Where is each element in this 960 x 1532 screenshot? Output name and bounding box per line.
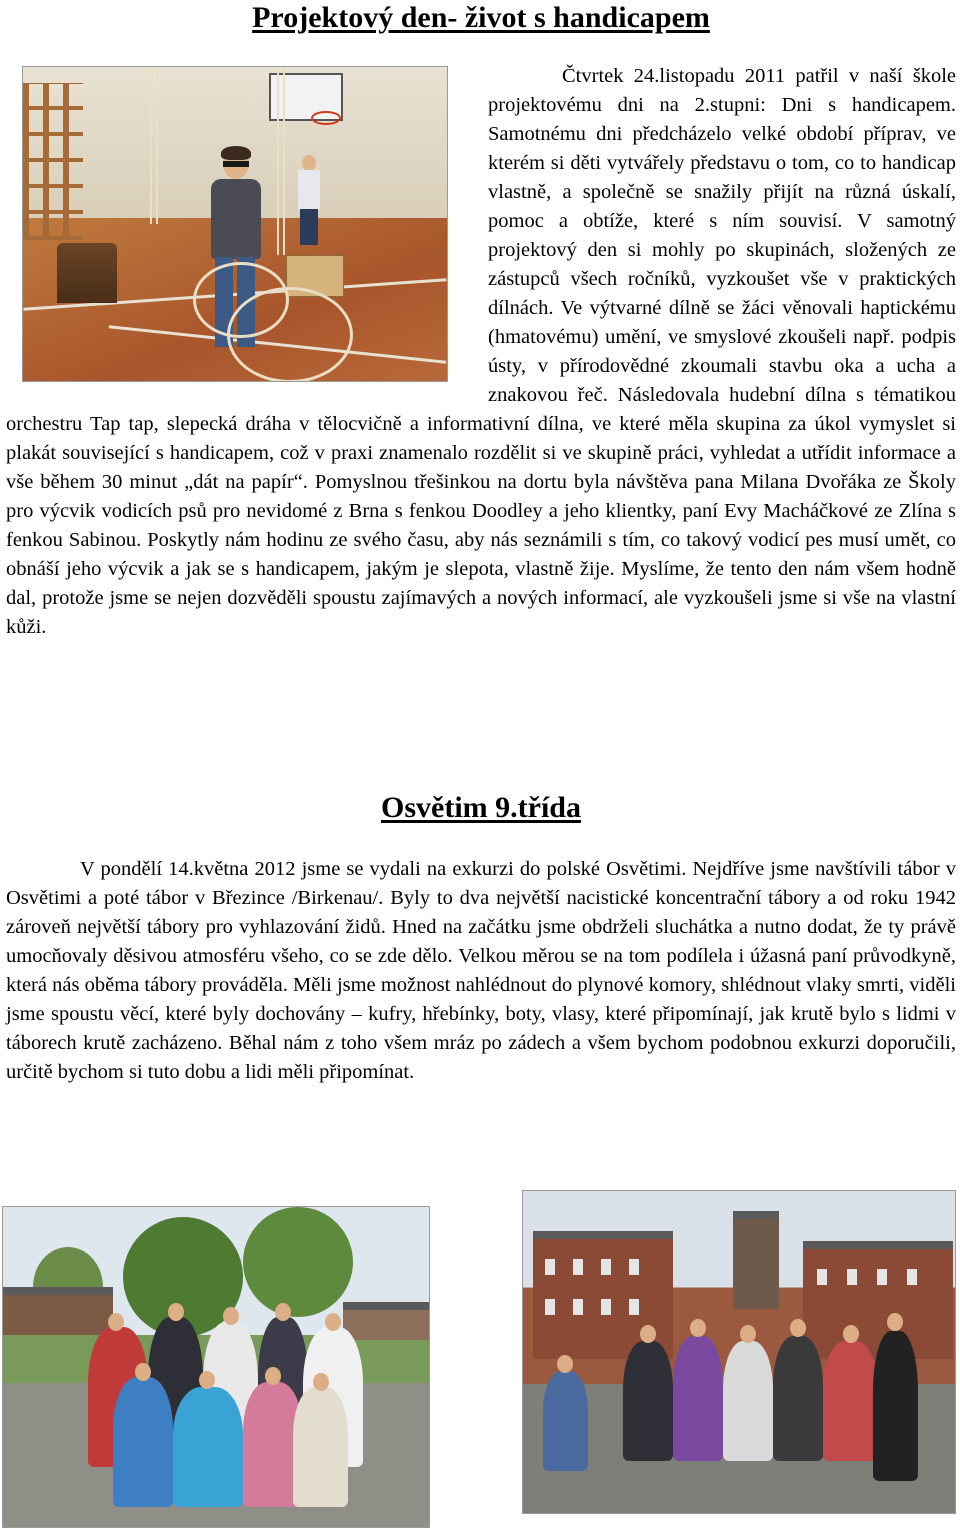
camp-photo	[522, 1190, 956, 1514]
group-photo	[2, 1206, 430, 1528]
article-2-title: Osvětim 9.třída	[381, 791, 581, 824]
article-title: Projektový den- život s handicapem	[252, 1, 710, 34]
article-2-body	[6, 855, 956, 1087]
document-page	[6, 0, 956, 1083]
gym-photo	[22, 66, 448, 382]
figure-gym-photo	[22, 66, 454, 386]
article-body	[6, 62, 956, 642]
article-2-paragraph: V pondělí 14.května 2012 jsme se vydali na exkurzi do polské Osvětimi. Nejdříve jsme navštívili tábor v Osvětimi a poté tábor v Březince /Birkenau/. Byly to dva největší nacistické koncentrační tábory a od roku 1942 zároveň největší tábory pro vyhlazování židů. Hned na začátku jsme obdrželi sluchátka a nutno dodat, že ty právě umocňovaly děsivou atmosféru všeho, co se zde dělo. Velkou měrou se na tom podílela i úžasná paní průvodkyně, která nás oběma tábory prováděla. Měli jsme možnost nahlédnout do plynové komory, shlédnout vlaky smrti, viděli jsme spoustu věcí, které byly dochovány – kufry, hřebínky, boty, vlasy, které připomínají, jak krutě bylo s lidmi v táborech krutě zacházeno. Běhal nám z toho všem mráz po zádech a všem bychom podobnou exkurzi doporučili, určitě bychom si tuto dobu a lidi měli připomínat.	[6, 858, 956, 1083]
article-paragraph: Čtvrtek 24.listopadu 2011 patřil v naší škole projektovému dni na 2.stupni: Dni s handicapem. Samotnému dni předcházelo velké období příprav, ve kterém si děti vytvářely představu o tom, co to handicap vlastně, a společně se snažily přijít na různá úskalí, pomoc a obtíže, které s ním souvisí. V samotný projektový den si mohly po skupinách, složených ze zástupců všech ročníků, vyzkoušet vše v praktických dílnách. Ve výtvarné dílně se žáci věnovali haptickému (hmatovému) umění, ve smyslové zkoušeli např. podpis ústy, v přírodovědné zkoumali stavbu oka a ucha a znakovou řeč. Následovala hudební dílna s tématikou orchestru Tap tap, slepecká dráha v tělocvičně a informativní dílna, ve které měla skupina za úkol vymyslet si plakát související s handicapem, což v praxi znamenalo rozdělit si ve skupině práci, vyhledat a utřídit informace a vše během 30 minut „dát na papír“. Pomyslnou třešinkou na dortu byla návštěva pana Milana Dvořáka ze Školy pro výcvik vodicích psů pro nevidomé z Brna s fenkou Doodley a jeho klientky, paní Evy Macháčkové ze Zlína s fenkou Sabinou. Poskytly nám hodinu ze svého času, aby nás seznámili s tím, co takový vodicí pes musí umět, co obnáší jeho výcvik a jak se s handicapem, jakým je slepota, vlastně žije. Myslíme, že tento den nám všem hodně dal, protože jsme se nejen dozvěděli spoustu zajímavých a nových informací, ale vyzkoušeli jsme si vše na vlastní kůži.	[6, 65, 956, 638]
